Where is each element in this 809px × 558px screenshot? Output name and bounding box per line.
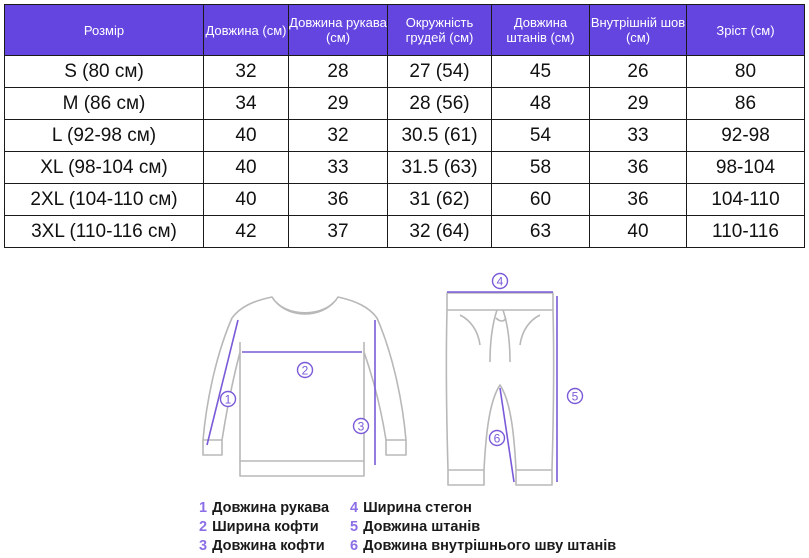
svg-text:2: 2 xyxy=(301,363,309,378)
header-inseam: Внутрішній шов (см) xyxy=(590,5,687,56)
table-cell: 31 (62) xyxy=(388,184,492,216)
legend-number: 2 xyxy=(199,519,208,535)
table-cell: 31.5 (63) xyxy=(388,152,492,184)
table-cell: 36 xyxy=(590,184,687,216)
header-height: Зріст (см) xyxy=(687,5,805,56)
table-cell: 42 xyxy=(204,216,289,248)
table-cell: 54 xyxy=(492,120,590,152)
header-pants-length: Довжина штанів (см) xyxy=(492,5,590,56)
legend-label: Довжина кофти xyxy=(212,538,325,554)
marker-6 xyxy=(490,431,505,446)
header-length: Довжина (см) xyxy=(204,5,289,56)
legend-item xyxy=(350,518,616,537)
table-cell: 92-98 xyxy=(687,120,805,152)
table-cell: 110-116 xyxy=(687,216,805,248)
svg-text:1: 1 xyxy=(224,392,232,407)
legend-number: 6 xyxy=(350,538,359,554)
table-cell: 37 xyxy=(289,216,388,248)
table-cell: 32 (64) xyxy=(388,216,492,248)
legend-number: 1 xyxy=(199,500,208,516)
table-cell: 33 xyxy=(590,120,687,152)
legend-label: Довжина рукава xyxy=(212,500,330,516)
table-cell: 40 xyxy=(204,120,289,152)
legend-item xyxy=(199,499,329,518)
table-cell: 45 xyxy=(492,56,590,88)
table-cell: 40 xyxy=(590,216,687,248)
table-cell: 3XL (110-116 см) xyxy=(5,216,204,248)
svg-text:6: 6 xyxy=(493,431,501,446)
legend-item xyxy=(350,499,616,518)
legend-column-left xyxy=(199,499,329,556)
table-cell: 80 xyxy=(687,56,805,88)
legend-column-right xyxy=(350,499,616,556)
table-cell: XL (98-104 см) xyxy=(5,152,204,184)
legend-label: Довжина штанів xyxy=(363,519,481,535)
table-cell: 28 (56) xyxy=(388,88,492,120)
table-cell: 29 xyxy=(590,88,687,120)
table-cell: 58 xyxy=(492,152,590,184)
table-cell: S (80 см) xyxy=(5,56,204,88)
marker-1 xyxy=(221,392,236,407)
table-cell: 36 xyxy=(590,152,687,184)
table-cell: 2XL (104-110 см) xyxy=(5,184,204,216)
legend-label: Довжина внутрішнього шву штанів xyxy=(363,538,617,554)
legend-item xyxy=(199,537,329,556)
marker-3 xyxy=(354,419,369,434)
header-sleeve-length: Довжина рукава (см) xyxy=(289,5,388,56)
table-cell: 32 xyxy=(289,120,388,152)
table-cell: M (86 см) xyxy=(5,88,204,120)
table-cell: L (92-98 см) xyxy=(5,120,204,152)
table-cell: 36 xyxy=(289,184,388,216)
table-cell: 29 xyxy=(289,88,388,120)
legend-label: Ширина кофти xyxy=(212,519,319,535)
table-cell: 30.5 (61) xyxy=(388,120,492,152)
table-cell: 40 xyxy=(204,184,289,216)
table-cell: 98-104 xyxy=(687,152,805,184)
table-cell: 34 xyxy=(204,88,289,120)
svg-text:5: 5 xyxy=(571,389,579,404)
legend-label: Ширина стегон xyxy=(363,500,472,516)
table-cell: 27 (54) xyxy=(388,56,492,88)
table-cell: 33 xyxy=(289,152,388,184)
legend-number: 4 xyxy=(350,500,359,516)
table-cell: 86 xyxy=(687,88,805,120)
svg-text:3: 3 xyxy=(357,419,365,434)
marker-5 xyxy=(568,389,583,404)
table-cell: 28 xyxy=(289,56,388,88)
legend-item xyxy=(350,537,616,556)
header-size: Розмір xyxy=(5,5,204,56)
legend-number: 3 xyxy=(199,538,208,554)
table-cell: 104-110 xyxy=(687,184,805,216)
header-chest: Окружність грудей (см) xyxy=(388,5,492,56)
table-cell: 26 xyxy=(590,56,687,88)
table-cell: 60 xyxy=(492,184,590,216)
table-cell: 48 xyxy=(492,88,590,120)
svg-text:4: 4 xyxy=(496,274,504,289)
table-cell: 32 xyxy=(204,56,289,88)
table-cell: 63 xyxy=(492,216,590,248)
legend-item xyxy=(199,518,329,537)
marker-4 xyxy=(493,274,508,289)
legend-number: 5 xyxy=(350,519,359,535)
table-cell: 40 xyxy=(204,152,289,184)
marker-2 xyxy=(298,363,313,378)
